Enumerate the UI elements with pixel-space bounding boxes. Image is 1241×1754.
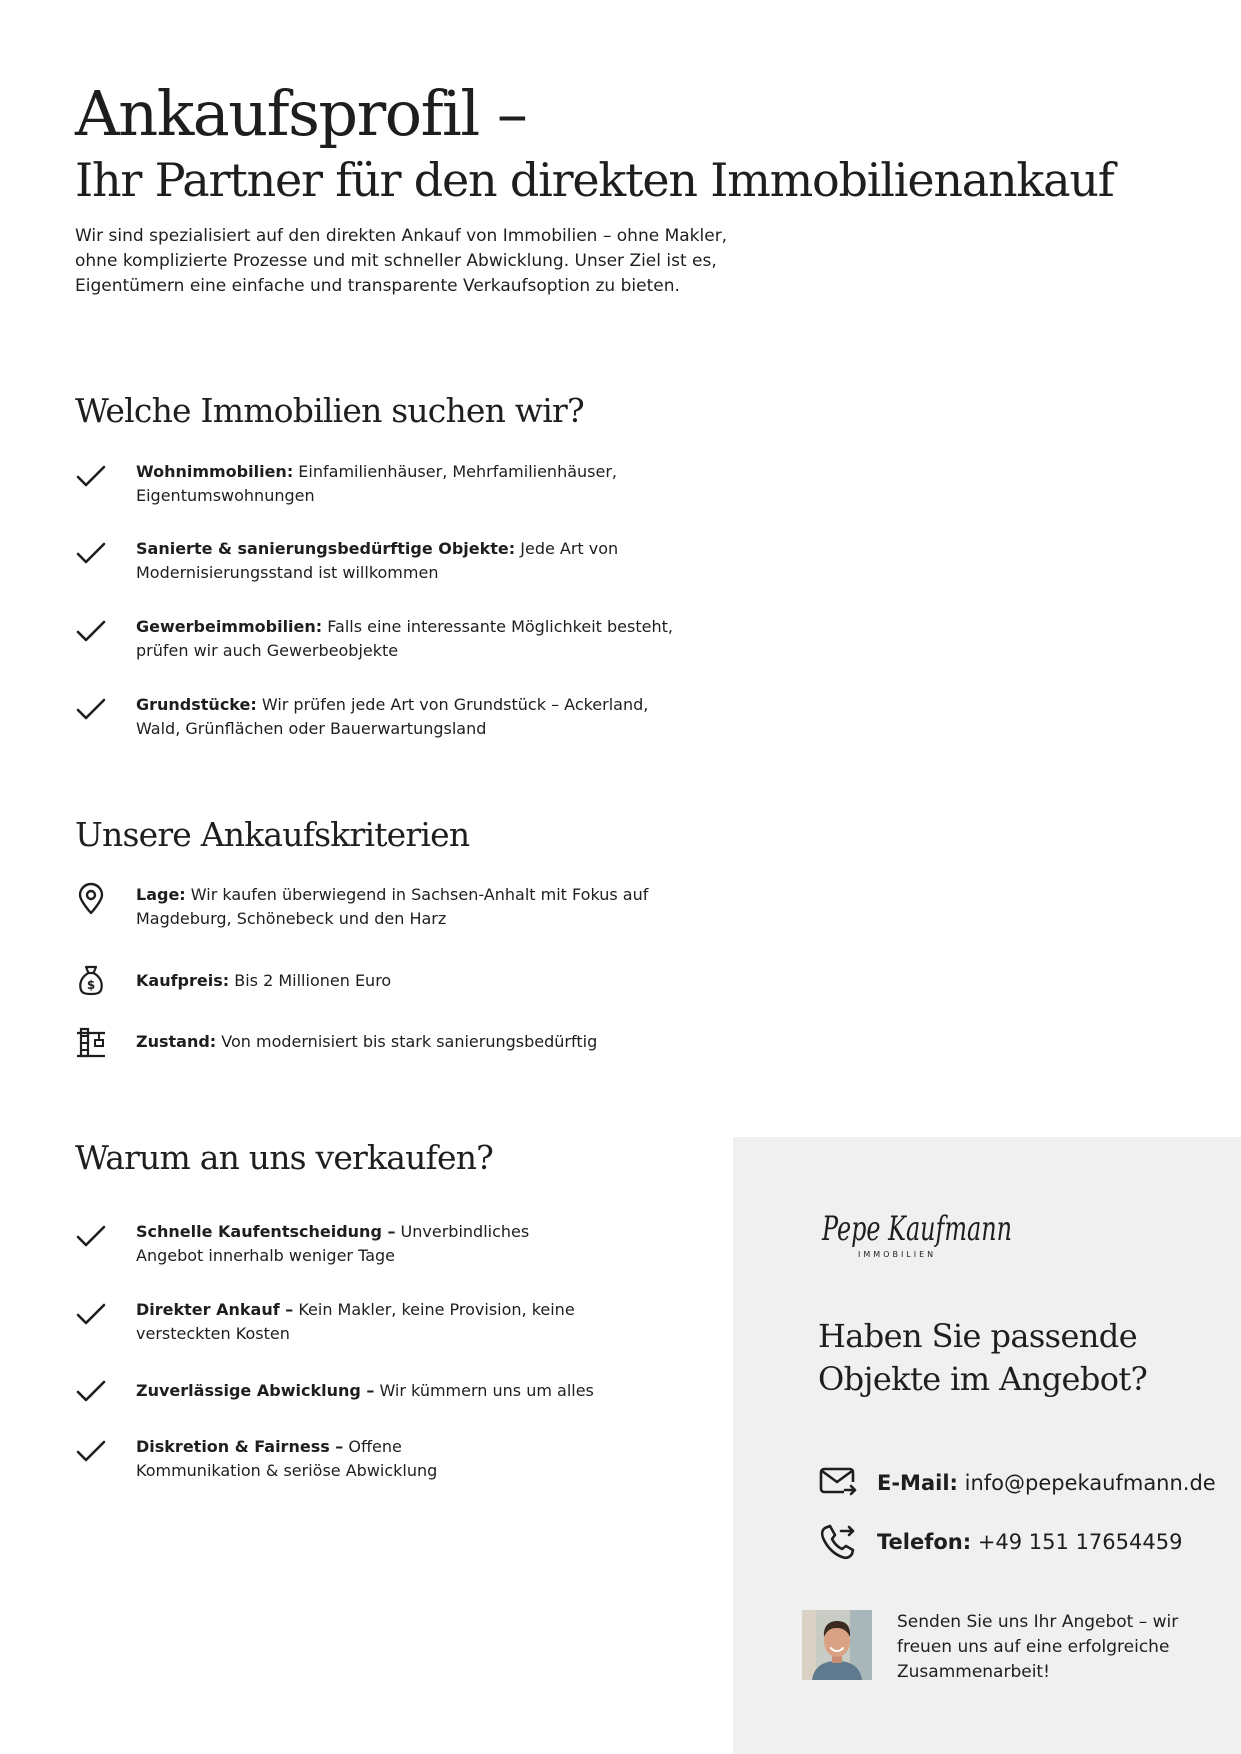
item-label: Grundstücke: bbox=[136, 695, 257, 714]
checkmark-icon bbox=[75, 1298, 107, 1330]
phone-link[interactable]: +49 151 17654459 bbox=[971, 1530, 1183, 1554]
item-label: Gewerbeimmobilien: bbox=[136, 617, 323, 636]
item-label: Zuverlässige Abwicklung – bbox=[136, 1381, 375, 1400]
item-label: Zustand: bbox=[136, 1032, 217, 1051]
item-text: Wir prüfen jede Art von Grundstück – Ackerland, Wald, Grünflächen oder Bauerwartungsland bbox=[136, 695, 649, 738]
item-label: Wohnimmobilien: bbox=[136, 462, 294, 481]
item-text: Kein Makler, keine Provision, keine versteckten Kosten bbox=[136, 1300, 575, 1343]
email-label: E-Mail: bbox=[877, 1471, 958, 1495]
criteria-heading: Unsere Ankaufskriterien bbox=[75, 815, 470, 854]
item-label: Diskretion & Fairness – bbox=[136, 1437, 344, 1456]
phone-label: Telefon: bbox=[877, 1530, 972, 1554]
item-label: Lage: bbox=[136, 885, 186, 904]
checkmark-icon bbox=[75, 693, 107, 725]
item-text: Bis 2 Millionen Euro bbox=[229, 971, 392, 990]
phone-row bbox=[818, 1521, 1238, 1561]
email-link[interactable]: info@pepekaufmann.de bbox=[957, 1471, 1216, 1495]
item-label: Schnelle Kaufentscheidung – bbox=[136, 1222, 396, 1241]
pepe-kaufmann-logo bbox=[818, 1200, 1018, 1270]
item-label: Direkter Ankauf – bbox=[136, 1300, 294, 1319]
item-text: Wir kümmern uns um alles bbox=[374, 1381, 594, 1400]
item-label: Sanierte & sanierungsbedürftige Objekte: bbox=[136, 539, 516, 558]
mail-forward-icon bbox=[818, 1462, 858, 1502]
intro-text: Wir sind spezialisiert auf den direkten Ankauf von Immobilien – ohne Makler, ohne komplizierte Prozesse und mit schneller Abwicklung. Unser Ziel ist es, Eigentümern eine einfache und transparente Verkaufsoption zu bieten. bbox=[75, 226, 728, 296]
item-text: Wir kaufen überwiegend in Sachsen-Anhalt mit Fokus auf Magdeburg, Schönebeck und den Harz bbox=[136, 885, 649, 928]
item-text: Unverbindliches Angebot innerhalb weniger Tage bbox=[136, 1222, 530, 1265]
money-bag-icon bbox=[75, 964, 107, 996]
reasons-heading: Warum an uns verkaufen? bbox=[75, 1138, 494, 1177]
email-row bbox=[818, 1462, 1238, 1502]
properties-heading: Welche Immobilien suchen wir? bbox=[75, 391, 584, 430]
closing-note: Senden Sie uns Ihr Angebot – wir freuen uns auf eine erfolgreiche Zusammenarbeit! bbox=[897, 1612, 1179, 1682]
item-text: Einfamilienhäuser, Mehrfamilienhäuser, Eigentumswohnungen bbox=[136, 462, 617, 505]
item-text: Offene Kommunikation & seriöse Abwicklung bbox=[136, 1437, 438, 1480]
crane-icon bbox=[75, 1026, 107, 1058]
logo-name: Pepe Kaufmann bbox=[821, 1209, 1012, 1249]
svg-text:$: $ bbox=[86, 978, 96, 992]
location-pin-icon bbox=[75, 883, 107, 915]
contact-heading: Haben Sie passende Objekte im Angebot? bbox=[818, 1317, 1148, 1398]
page-subtitle: Ihr Partner für den direkten Immobilienankauf bbox=[75, 153, 1114, 207]
page-title: Ankaufsprofil – bbox=[75, 77, 527, 150]
item-text: Falls eine interessante Möglichkeit besteht, prüfen wir auch Gewerbeobjekte bbox=[136, 617, 673, 660]
avatar bbox=[802, 1610, 872, 1680]
checkmark-icon bbox=[75, 1375, 107, 1407]
checkmark-icon bbox=[75, 615, 107, 647]
logo-subtitle: IMMOBILIEN bbox=[858, 1250, 937, 1259]
checkmark-icon bbox=[75, 460, 107, 492]
checkmark-icon bbox=[75, 537, 107, 569]
phone-forward-icon bbox=[818, 1521, 858, 1561]
item-label: Kaufpreis: bbox=[136, 971, 230, 990]
checkmark-icon bbox=[75, 1435, 107, 1467]
checkmark-icon bbox=[75, 1220, 107, 1252]
item-text: Von modernisiert bis stark sanierungsbedürftig bbox=[216, 1032, 598, 1051]
item-text: Jede Art von Modernisierungsstand ist willkommen bbox=[136, 539, 619, 582]
